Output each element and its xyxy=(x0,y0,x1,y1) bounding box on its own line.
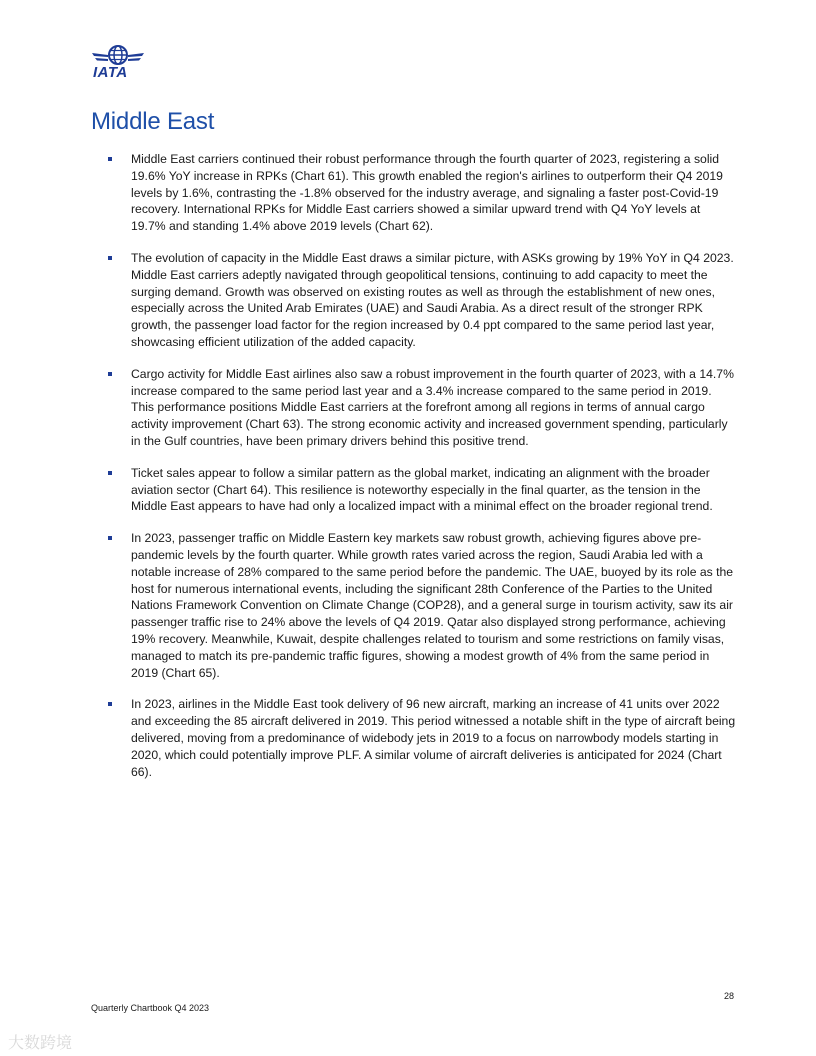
bullet-text: Middle East carriers continued their robust performance through the fourth quarter of 2023, registering a solid 19.6% YoY increase in RPKs (Chart 61). This growth enabled the region's airlines to outperform their Q4 2019 levels by 1.6%, contrasting the -1.8% observed for the industry average, and signaling a faster post-Covid-19 recovery. International RPKs for Middle East carriers showed a similar upward trend with Q4 YoY levels at 19.7% and standing 1.4% above 2019 levels (Chart 62). xyxy=(131,152,723,234)
bullet-square-icon xyxy=(108,157,112,161)
bullet-item xyxy=(108,696,736,780)
logo-text: IATA xyxy=(93,64,128,81)
bullet-text: Ticket sales appear to follow a similar pattern as the global market, indicating an alignment with the broader aviation sector (Chart 64). This resilience is noteworthy especially in the final quarter, as the tension in the Middle East appears to have had only a localized impact with a minimal effect on the broader regional trend. xyxy=(131,465,713,514)
footer-doc-title: Quarterly Chartbook Q4 2023 xyxy=(91,1003,210,1013)
page-number: 28 xyxy=(723,991,734,1001)
bullet-list xyxy=(108,151,736,795)
bullet-text: The evolution of capacity in the Middle East draws a similar picture, with ASKs growing by 19% YoY in Q4 2023. Middle East carriers adeptly navigated through geopolitical tensions, continuing to add capacity to meet the surging demand. Growth was observed on existing routes as well as through the establishment of new ones, especially across the United Arab Emirates (UAE) and Saudi Arabia. As a direct result of the stronger RPK growth, the passenger load factor for the region increased by 0.4 ppt compared to the same period last year, showcasing efficient utilization of the added capacity. xyxy=(131,250,734,349)
bullet-square-icon xyxy=(108,471,112,475)
bullet-item xyxy=(108,465,736,515)
bullet-item xyxy=(108,250,736,351)
watermark: 大数跨境 xyxy=(8,1035,73,1052)
bullet-square-icon xyxy=(108,702,112,706)
page-title: Middle East xyxy=(91,108,215,135)
bullet-square-icon xyxy=(108,536,112,540)
bullet-text: In 2023, passenger traffic on Middle Eastern key markets saw robust growth, achieving figures above pre-pandemic levels by the fourth quarter. While growth rates varied across the region, Saudi Arabia led with a notable increase of 28% compared to the same period before the pandemic. The UAE, buoyed by its role as the host for numerous international events, including the significant 28th Conference of the Parties to the United Nations Framework Convention on Climate Change (COP28), and a general surge in tourism activity, saw its air passenger traffic rise to 24% above the levels of Q4 2019. Qatar also displayed strong performance, achieving 19% recovery. Meanwhile, Kuwait, despite challenges related to tourism and some restrictions on family visas, managed to match its pre-pandemic traffic figures, showing a modest growth of 4% from the same period in 2019 (Chart 65). xyxy=(131,531,734,680)
bullet-square-icon xyxy=(108,256,112,260)
bullet-square-icon xyxy=(108,372,112,376)
bullet-item xyxy=(108,366,736,450)
bullet-item xyxy=(108,151,736,235)
bullet-text: In 2023, airlines in the Middle East took delivery of 96 new aircraft, marking an increase of 41 units over 2022 and exceeding the 85 aircraft delivered in 2019. This period witnessed a notable shift in the type of aircraft being delivered, moving from a predominance of widebody jets in 2019 to a focus on narrowbody models starting in 2020, which could potentially improve PLF. A similar volume of aircraft deliveries is anticipated for 2024 (Chart 66). xyxy=(131,697,736,779)
bullet-text: Cargo activity for Middle East airlines also saw a robust improvement in the fourth quarter of 2023, with a 14.7% increase compared to the same period last year and a 3.4% increase compared to the same period in 2019. This performance positions Middle East carriers at the forefront among all regions in terms of annual cargo activity improvement (Chart 63). The strong economic activity and increased government spending, particularly in the Gulf countries, have been primary drivers behind this positive trend. xyxy=(131,366,734,448)
bullet-item xyxy=(108,530,736,681)
